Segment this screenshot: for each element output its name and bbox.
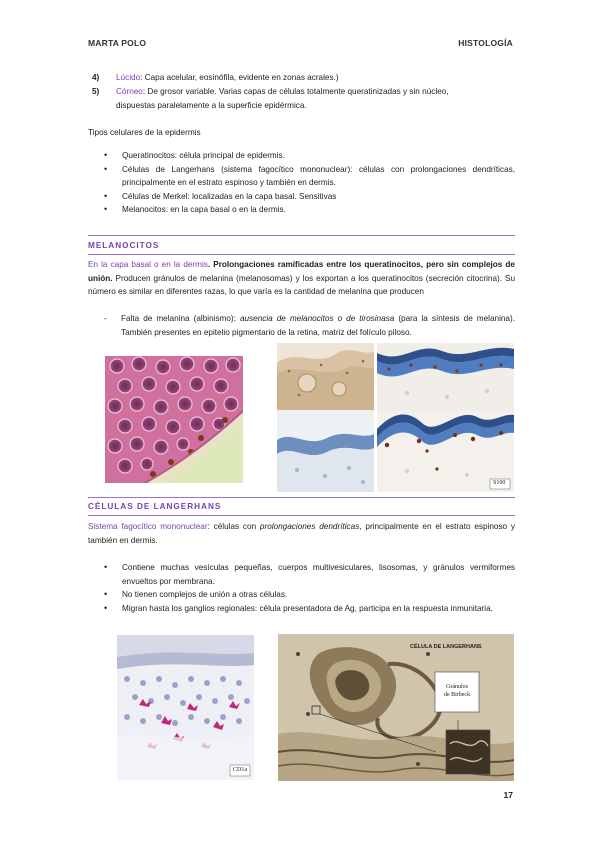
melanocitos-intro bbox=[88, 258, 515, 299]
list-item: • Células de Merkel: localizadas en la capa basal. Sensitivas bbox=[100, 190, 515, 204]
highlight-text: Sistema fagocítico mononuclear bbox=[88, 522, 208, 531]
italic-text: prolongaciones dendríticas bbox=[259, 522, 360, 531]
layer-number: 4) bbox=[92, 73, 100, 82]
layer-description: : De grosor variable. Varias capas de células totalmente queratinizadas y sin núcleo, bbox=[142, 87, 449, 96]
skin-micrograph-blue bbox=[277, 410, 374, 492]
figure-label: CÉLULA DE LANGERHANS bbox=[410, 644, 482, 650]
layer-item-corneo bbox=[88, 85, 515, 99]
section-divider bbox=[88, 515, 515, 516]
albinismo-note bbox=[104, 312, 515, 339]
skin-micrograph-brown bbox=[277, 343, 374, 410]
bold-text: . Prolongaciones ramificadas entre los queratinocitos, pero sin complejos de unión. bbox=[88, 260, 515, 283]
section-divider bbox=[88, 235, 515, 236]
list-item: • Células de Langerhans (sistema fagocítico mononuclear): células con prolongaciones dendríticas, principalmente en el estrato espinoso y también en dermis. bbox=[100, 163, 515, 190]
langerhans-intro bbox=[88, 520, 515, 547]
he-stain-micrograph bbox=[105, 356, 243, 483]
langerhans-em-micrograph bbox=[278, 634, 514, 781]
cell-types-list bbox=[100, 149, 515, 217]
figure-label: Gránulos bbox=[446, 684, 468, 690]
langerhans-list bbox=[100, 561, 515, 615]
italic-text: ausencia de melanocitos o de tirosinasa bbox=[239, 314, 395, 323]
section-title-langerhans: CÉLULAS DE LANGERHANS bbox=[88, 502, 222, 511]
s100-micrograph-bottom bbox=[377, 411, 514, 492]
figure-label: de Birbeck bbox=[443, 692, 471, 698]
body-text: : células con bbox=[207, 522, 260, 531]
list-item: • Queratinocitos: célula principal de epidermis. bbox=[100, 149, 515, 163]
list-item: • Melanocitos: en la capa basal o en la dermis. bbox=[100, 203, 515, 217]
body-text: , principalmente en el estrato espinoso y también en dermis. bbox=[88, 522, 515, 545]
page-number: 17 bbox=[503, 790, 513, 800]
layer-number: 5) bbox=[92, 87, 100, 96]
header-subject: HISTOLOGÍA bbox=[458, 38, 513, 48]
section-divider bbox=[88, 254, 515, 255]
s100-micrograph-top bbox=[377, 343, 514, 411]
layer-description-continued: dispuestas paralelamente a la superficie epidérmica. bbox=[116, 101, 307, 110]
figure-label: S100 bbox=[493, 480, 506, 486]
layer-name: Córneo bbox=[116, 87, 143, 96]
layer-item-lucido bbox=[88, 71, 515, 85]
highlight-text: En la capa basal o en la dermis bbox=[88, 260, 208, 269]
header-author: MARTA POLO bbox=[88, 38, 147, 48]
section-divider bbox=[88, 497, 515, 498]
body-text: Falta de melanina (albinismo): bbox=[121, 314, 240, 323]
layer-description: : Capa acelular, eosinófila, evidente en zonas acrales.) bbox=[140, 73, 339, 82]
body-text: (para la síntesis de melanina). También presentes en epitelio pigmentario de la retina, matriz del folículo piloso. bbox=[121, 314, 515, 337]
cell-types-title: Tipos celulares de la epidermis bbox=[88, 128, 201, 137]
dash-marker: - bbox=[104, 314, 107, 323]
list-item: • Contiene muchas vesículas pequeñas, cuerpos multivesiculares, lisosomas, y gránulos vermiformes envueltos por membrana. bbox=[100, 561, 515, 588]
figure-label: CD1a bbox=[233, 767, 247, 773]
cd1a-micrograph bbox=[117, 635, 254, 780]
section-title-melanocitos: MELANOCITOS bbox=[88, 241, 160, 250]
list-item: • Migran hasta los ganglios regionales: célula presentadora de Ag, participa en la respuesta inmunitaria. bbox=[100, 602, 515, 616]
layer-name: Lúcido bbox=[116, 73, 141, 82]
list-item: • No tienen complejos de unión a otras células. bbox=[100, 588, 515, 602]
body-text: Producen gránulos de melanina (melanosomas) y los exportan a los queratinocitos (secreción citocrina). Su número es similar en diferentes razas, lo que varía es la cantidad de melanina que producen bbox=[88, 273, 515, 296]
